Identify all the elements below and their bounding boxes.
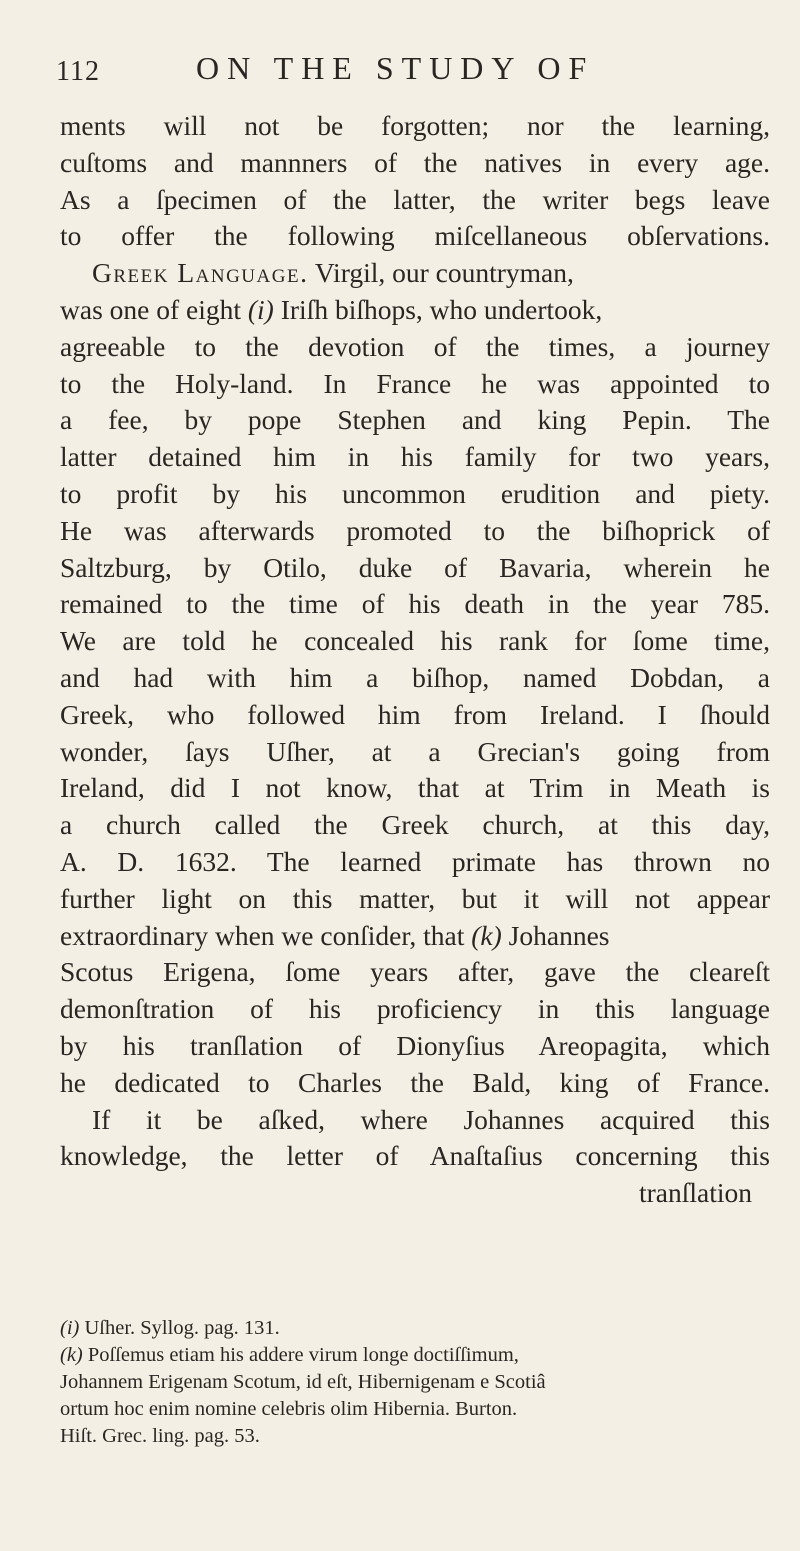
text-line: wonder, ſays Uſher, at a Grecian's going from xyxy=(60,735,770,767)
text-line: and had with him a biſhop, named Dobdan, a xyxy=(60,661,770,693)
text-line: knowledge, the letter of Anaſtaſius concerning this xyxy=(60,1140,770,1172)
text-line: by his tranſlation of Dionyſius Areopagita, which xyxy=(60,1029,770,1061)
footnote-text: Poſſemus etiam his addere virum longe doctiſſimum, xyxy=(87,1344,519,1366)
text-line: Ireland, did I not know, that at Trim in Meath is xyxy=(60,772,770,804)
running-title: ON THE STUDY OF xyxy=(196,50,595,86)
page-number: 112 xyxy=(56,56,100,87)
text-span: was one of eight xyxy=(60,293,241,325)
footnote-ref-k: (k) xyxy=(471,919,502,951)
text-line: Saltzburg, by Otilo, duke of Bavaria, wherein he xyxy=(60,551,770,583)
text-span: Iriſh biſhops, who undertook, xyxy=(280,293,603,325)
text-line: a church called the Greek church, at this day, xyxy=(60,809,770,841)
text-line: to offer the following miſcellaneous obſervations. xyxy=(60,220,770,252)
text-line: ments will not be forgotten; nor the learning, xyxy=(60,110,770,141)
text-line: Scotus Erigena, ſome years after, gave the cleareſt xyxy=(60,956,770,988)
text-span: Virgil, our countryman, xyxy=(314,257,574,289)
text-line: remained to the time of his death in the year 785. xyxy=(60,588,770,620)
running-head xyxy=(56,50,746,94)
text-line: demonſtration of his proficiency in this language xyxy=(60,993,770,1025)
text-line xyxy=(60,255,770,292)
section-heading: Greek Language. xyxy=(92,257,309,289)
text-line: he dedicated to Charles the Bald, king of France. xyxy=(60,1066,770,1098)
text-span: Johannes xyxy=(508,919,610,951)
footnote-marker: (i) xyxy=(60,1317,80,1339)
text-line: We are told he concealed his rank for ſome time, xyxy=(60,625,770,657)
text-line: A. D. 1632. The learned primate has thrown no xyxy=(60,845,770,877)
text-line: a fee, by pope Stephen and king Pepin. The xyxy=(60,404,770,436)
text-line: He was afterwards promoted to the biſhoprick of xyxy=(60,514,770,546)
footnotes xyxy=(60,1315,770,1450)
text-line: further light on this matter, but it will not appear xyxy=(60,882,770,914)
footnote-ref-i: (i) xyxy=(247,293,274,325)
text-line: to profit by his uncommon erudition and piety. xyxy=(60,477,770,509)
footnote-text-line: Johannem Erigenam Scotum, id eſt, Hibernigenam e Scotiâ xyxy=(60,1371,546,1393)
footnote-marker: (k) xyxy=(60,1344,83,1366)
text-line: agreeable to the devotion of the times, a journey xyxy=(60,330,770,362)
footnote-k xyxy=(60,1342,770,1369)
text-line: to the Holy-land. In France he was appointed to xyxy=(60,367,770,399)
text-line xyxy=(60,918,770,955)
footnote-text-line: ortum hoc enim nomine celebris olim Hibernia. Burton. xyxy=(60,1398,518,1420)
text-line: latter detained him in his family for two years, xyxy=(60,441,770,473)
text-line xyxy=(60,292,770,329)
footnote-text-line: Hiſt. Grec. ling. pag. 53. xyxy=(60,1425,260,1447)
text-span: extraordinary when we conſider, that xyxy=(60,919,465,951)
catchword: tranſlation xyxy=(638,1177,752,1209)
footnote-i xyxy=(60,1315,770,1342)
footnote-text: Uſher. Syllog. pag. 131. xyxy=(84,1317,280,1339)
text-line: Greek, who followed him from Ireland. I ſhould xyxy=(60,698,770,730)
text-line: As a ſpecimen of the latter, the writer begs leave xyxy=(60,183,770,215)
text-line: If it be aſked, where Johannes acquired this xyxy=(92,1103,770,1135)
body-text xyxy=(60,108,770,1212)
text-line: cuſtoms and mannners of the natives in every age. xyxy=(60,146,770,178)
